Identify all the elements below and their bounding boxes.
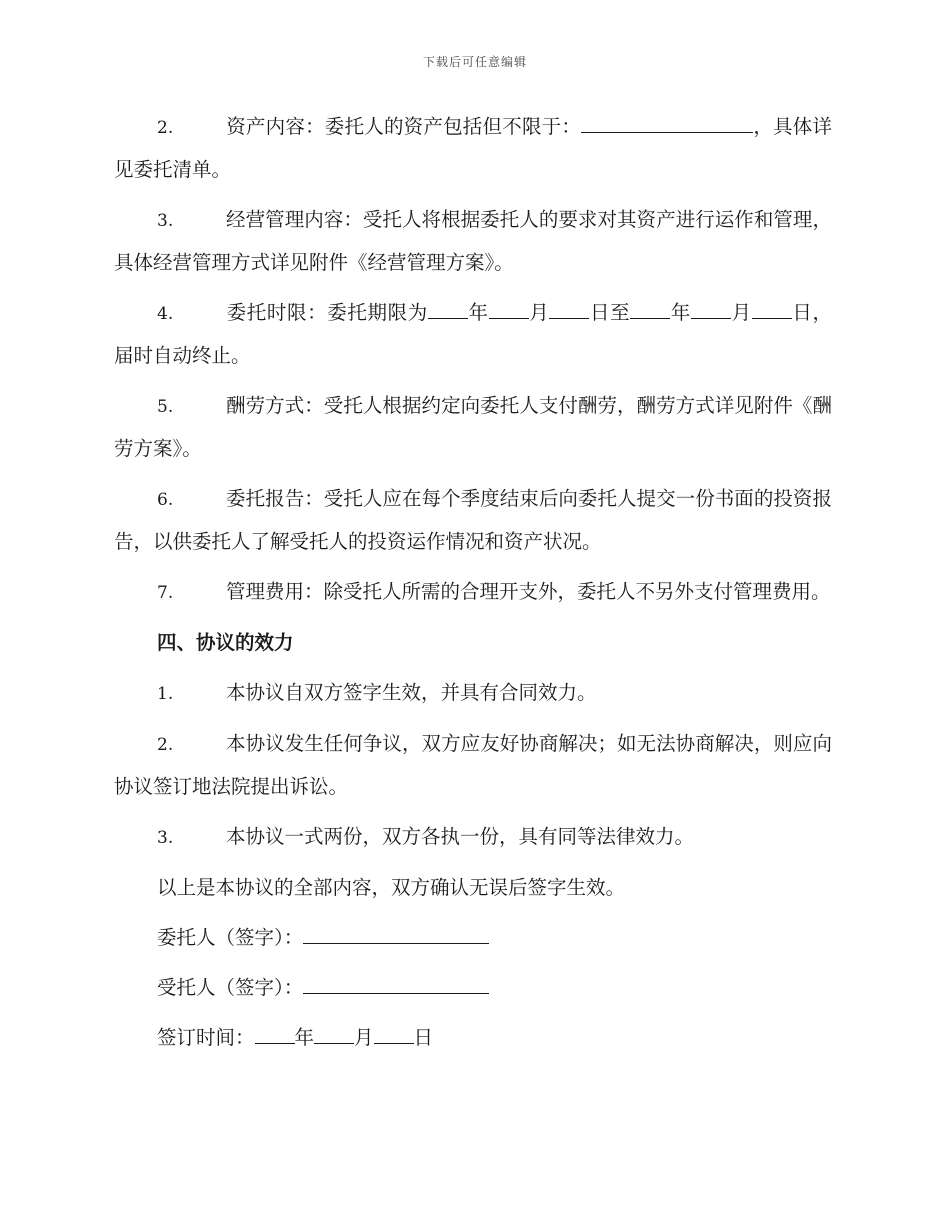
clause-text: 委托时限：委托期限为 — [226, 301, 428, 324]
trustee-signature-label: 受托人（签字）： — [157, 976, 304, 999]
month-label: 月 — [730, 301, 752, 324]
document-body — [114, 106, 832, 1067]
effect-clause-3 — [114, 816, 832, 859]
closing-statement: 以上是本协议的全部内容，双方确认无误后签字生效。 — [157, 876, 626, 899]
page-header: 下载后可任意编辑 — [422, 55, 527, 69]
signing-date-line — [114, 1017, 832, 1059]
year-label: 年 — [294, 1026, 315, 1049]
clause-number: 4. — [157, 304, 174, 324]
clause-6-report — [114, 478, 832, 563]
end-year-blank[interactable] — [630, 298, 670, 319]
principal-signature-line — [114, 917, 832, 959]
clause-7-fees — [114, 571, 832, 614]
effect-clause-1 — [114, 672, 832, 715]
signing-month-blank[interactable] — [314, 1023, 354, 1044]
clause-text: 本协议发生任何争议，双方应友好协商解决；如无法协商解决，则应向协议签订地法院提出诉讼。 — [114, 732, 832, 798]
clause-number: 6. — [157, 490, 174, 510]
trustee-signature-field[interactable] — [303, 973, 489, 994]
clause-number: 1. — [157, 684, 174, 704]
clause-2-asset-content — [114, 106, 832, 191]
signing-year-blank[interactable] — [255, 1023, 295, 1044]
clause-number: 2. — [157, 118, 174, 138]
clause-3-management-content — [114, 199, 832, 284]
month-label: 月 — [354, 1026, 374, 1049]
month-label: 月 — [528, 301, 550, 324]
section-4-heading: 四、协议的效力 — [157, 631, 294, 654]
principal-signature-label: 委托人（签字）： — [157, 926, 304, 949]
asset-blank-field[interactable] — [581, 112, 753, 133]
clause-text: 本协议一式两份，双方各执一份，具有同等法律效力。 — [226, 825, 695, 848]
effect-clause-2 — [114, 723, 832, 808]
clause-number: 5. — [157, 397, 174, 417]
clause-number: 3. — [157, 828, 174, 848]
year-label: 年 — [467, 301, 489, 324]
clause-text-continued: ，具体详见委托清单。 — [114, 115, 832, 181]
start-year-blank[interactable] — [428, 298, 468, 319]
end-day-blank[interactable] — [752, 298, 792, 319]
clause-number: 2. — [157, 735, 174, 755]
clause-4-term — [114, 292, 832, 377]
trustee-signature-line — [114, 967, 832, 1009]
clause-text: 本协议自双方签字生效，并具有合同效力。 — [226, 681, 597, 704]
start-month-blank[interactable] — [489, 298, 529, 319]
clause-number: 7. — [157, 583, 174, 603]
clause-text: 管理费用：除受托人所需的合理开支外，委托人不另外支付管理费用。 — [226, 580, 831, 603]
clause-text-continued: 日，届时自动终止。 — [114, 301, 832, 367]
clause-number: 3. — [157, 211, 174, 231]
clause-text: 委托报告：受托人应在每个季度结束后向委托人提交一份书面的投资报告，以供委托人了解受托人的投资运作情况和资产状况。 — [114, 487, 832, 553]
day-label: 日 — [413, 1026, 434, 1049]
principal-signature-field[interactable] — [303, 923, 489, 944]
clause-5-remuneration — [114, 385, 832, 470]
signing-day-blank[interactable] — [374, 1023, 414, 1044]
day-to-label: 日至 — [589, 301, 631, 324]
clause-text: 经营管理内容：受托人将根据委托人的要求对其资产进行运作和管理，具体经营管理方式详见附件《经营管理方案》。 — [114, 208, 832, 274]
signing-date-label: 签订时间： — [157, 1026, 255, 1049]
clause-text: 酬劳方式：受托人根据约定向委托人支付酬劳，酬劳方式详见附件《酬劳方案》。 — [114, 394, 832, 460]
clause-text: 资产内容：委托人的资产包括但不限于： — [226, 115, 582, 138]
year-label: 年 — [670, 301, 691, 324]
end-month-blank[interactable] — [691, 298, 731, 319]
start-day-blank[interactable] — [549, 298, 589, 319]
